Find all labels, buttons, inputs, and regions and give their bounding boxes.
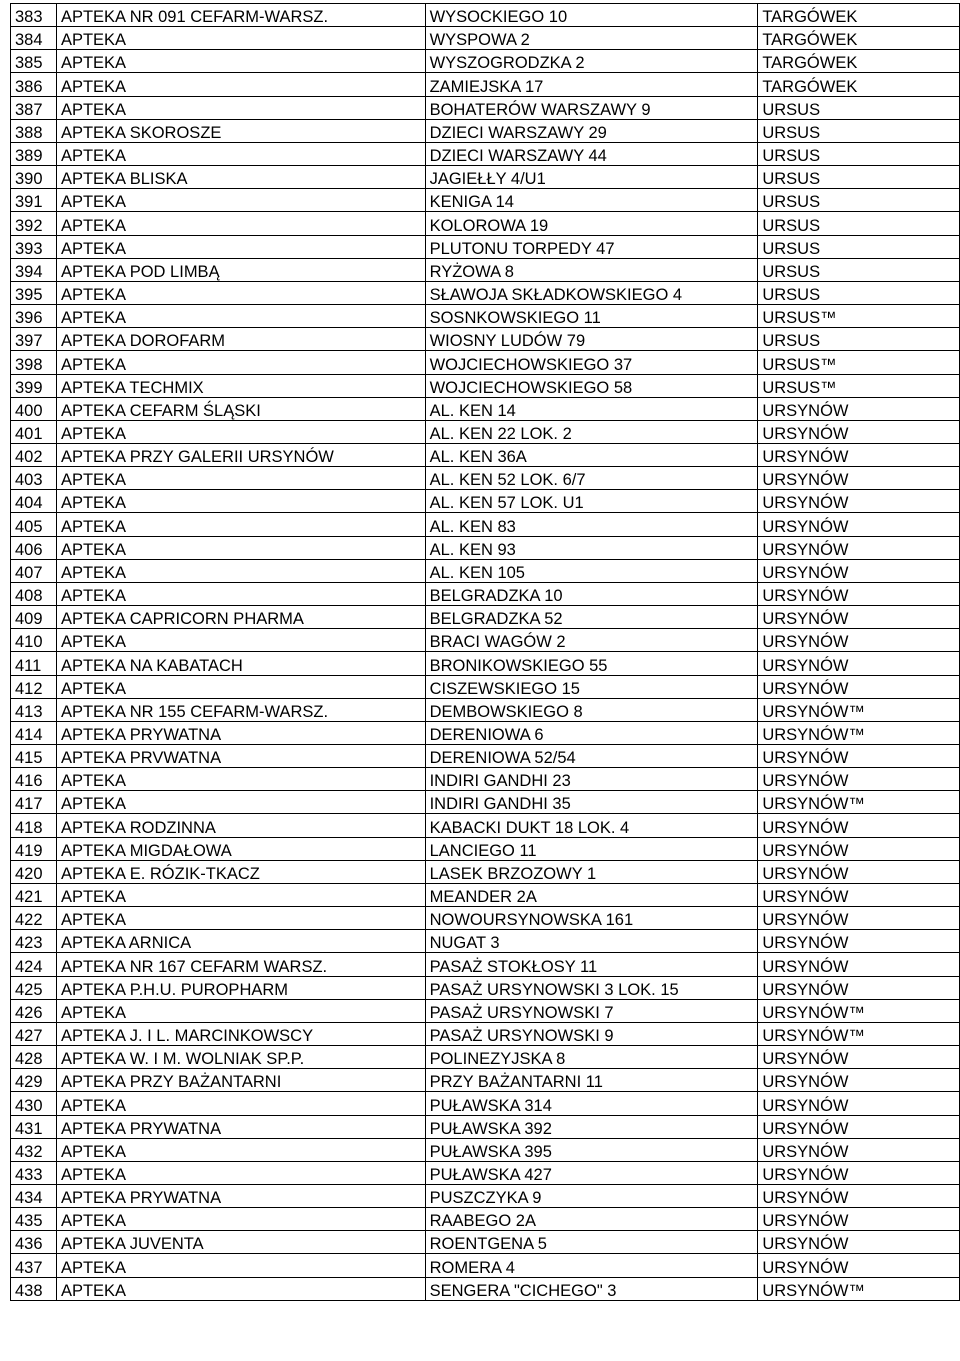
street-address-cell: WYSOCKIEGO 10 bbox=[425, 4, 758, 27]
row-number-cell: 400 bbox=[11, 397, 57, 420]
district-cell: URSYNÓW™ bbox=[758, 999, 960, 1022]
street-address-cell: PUŁAWSKA 392 bbox=[425, 1115, 758, 1138]
street-address-cell: WYSPOWA 2 bbox=[425, 27, 758, 50]
district-cell: URSYNÓW™ bbox=[758, 1022, 960, 1045]
street-address-cell: DEMBOWSKIEGO 8 bbox=[425, 698, 758, 721]
pharmacy-name-cell: APTEKA JUVENTA bbox=[56, 1231, 425, 1254]
row-number-cell: 407 bbox=[11, 559, 57, 582]
row-number-cell: 403 bbox=[11, 467, 57, 490]
pharmacy-name-cell: APTEKA bbox=[56, 513, 425, 536]
street-address-cell: SOSNKOWSKIEGO 11 bbox=[425, 305, 758, 328]
street-address-cell: AL. KEN 22 LOK. 2 bbox=[425, 420, 758, 443]
district-cell: URSYNÓW™ bbox=[758, 1277, 960, 1300]
table-row bbox=[11, 1161, 960, 1184]
district-cell: URSYNÓW bbox=[758, 1138, 960, 1161]
pharmacy-name-cell: APTEKA bbox=[56, 559, 425, 582]
row-number-cell: 394 bbox=[11, 258, 57, 281]
district-cell: URSYNÓW bbox=[758, 397, 960, 420]
table-row bbox=[11, 1277, 960, 1300]
street-address-cell: DZIECI WARSZAWY 29 bbox=[425, 119, 758, 142]
street-address-cell: DERENIOWA 6 bbox=[425, 721, 758, 744]
row-number-cell: 391 bbox=[11, 189, 57, 212]
row-number-cell: 404 bbox=[11, 490, 57, 513]
street-address-cell: AL. KEN 93 bbox=[425, 536, 758, 559]
pharmacy-name-cell: APTEKA PRZY BAŻANTARNI bbox=[56, 1069, 425, 1092]
street-address-cell: WYSZOGRODZKA 2 bbox=[425, 50, 758, 73]
street-address-cell: KOLOROWA 19 bbox=[425, 212, 758, 235]
district-cell: URSYNÓW bbox=[758, 1046, 960, 1069]
district-cell: URSYNÓW bbox=[758, 814, 960, 837]
row-number-cell: 398 bbox=[11, 351, 57, 374]
pharmacy-name-cell: APTEKA bbox=[56, 189, 425, 212]
pharmacy-name-cell: APTEKA bbox=[56, 1254, 425, 1277]
district-cell: URSUS bbox=[758, 212, 960, 235]
row-number-cell: 428 bbox=[11, 1046, 57, 1069]
row-number-cell: 433 bbox=[11, 1161, 57, 1184]
pharmacy-name-cell: APTEKA J. I L. MARCINKOWSCY bbox=[56, 1022, 425, 1045]
row-number-cell: 384 bbox=[11, 27, 57, 50]
district-cell: URSYNÓW™ bbox=[758, 791, 960, 814]
row-number-cell: 408 bbox=[11, 582, 57, 605]
pharmacy-name-cell: APTEKA TECHMIX bbox=[56, 374, 425, 397]
row-number-cell: 402 bbox=[11, 443, 57, 466]
street-address-cell: ROENTGENA 5 bbox=[425, 1231, 758, 1254]
pharmacy-name-cell: APTEKA bbox=[56, 467, 425, 490]
table-row bbox=[11, 166, 960, 189]
table-row bbox=[11, 721, 960, 744]
pharmacy-table-body bbox=[11, 4, 960, 1301]
table-row bbox=[11, 513, 960, 536]
row-number-cell: 413 bbox=[11, 698, 57, 721]
row-number-cell: 415 bbox=[11, 745, 57, 768]
table-row bbox=[11, 907, 960, 930]
district-cell: URSYNÓW bbox=[758, 1069, 960, 1092]
street-address-cell: BOHATERÓW WARSZAWY 9 bbox=[425, 96, 758, 119]
row-number-cell: 416 bbox=[11, 768, 57, 791]
street-address-cell: LANCIEGO 11 bbox=[425, 837, 758, 860]
district-cell: URSYNÓW bbox=[758, 1254, 960, 1277]
district-cell: URSYNÓW bbox=[758, 768, 960, 791]
district-cell: URSYNÓW bbox=[758, 1115, 960, 1138]
pharmacy-name-cell: APTEKA PRYWATNA bbox=[56, 721, 425, 744]
row-number-cell: 431 bbox=[11, 1115, 57, 1138]
pharmacy-name-cell: APTEKA BLISKA bbox=[56, 166, 425, 189]
table-row bbox=[11, 629, 960, 652]
table-row bbox=[11, 235, 960, 258]
row-number-cell: 406 bbox=[11, 536, 57, 559]
table-row bbox=[11, 443, 960, 466]
table-row bbox=[11, 698, 960, 721]
table-row bbox=[11, 27, 960, 50]
pharmacy-name-cell: APTEKA bbox=[56, 1138, 425, 1161]
pharmacy-name-cell: APTEKA PRYWATNA bbox=[56, 1115, 425, 1138]
district-cell: URSYNÓW bbox=[758, 1231, 960, 1254]
street-address-cell: AL. KEN 36A bbox=[425, 443, 758, 466]
street-address-cell: DERENIOWA 52/54 bbox=[425, 745, 758, 768]
district-cell: URSUS™ bbox=[758, 351, 960, 374]
street-address-cell: WOJCIECHOWSKIEGO 37 bbox=[425, 351, 758, 374]
street-address-cell: BELGRADZKA 10 bbox=[425, 582, 758, 605]
table-row bbox=[11, 1208, 960, 1231]
street-address-cell: KENIGA 14 bbox=[425, 189, 758, 212]
street-address-cell: NOWOURSYNOWSKA 161 bbox=[425, 907, 758, 930]
row-number-cell: 425 bbox=[11, 976, 57, 999]
row-number-cell: 418 bbox=[11, 814, 57, 837]
district-cell: URSYNÓW bbox=[758, 1184, 960, 1207]
row-number-cell: 420 bbox=[11, 860, 57, 883]
row-number-cell: 421 bbox=[11, 883, 57, 906]
row-number-cell: 436 bbox=[11, 1231, 57, 1254]
pharmacy-name-cell: APTEKA W. I M. WOLNIAK SP.P. bbox=[56, 1046, 425, 1069]
pharmacy-name-cell: APTEKA bbox=[56, 582, 425, 605]
district-cell: TARGÓWEK bbox=[758, 27, 960, 50]
district-cell: URSYNÓW bbox=[758, 559, 960, 582]
district-cell: URSYNÓW bbox=[758, 953, 960, 976]
row-number-cell: 429 bbox=[11, 1069, 57, 1092]
pharmacy-name-cell: APTEKA PRYWATNA bbox=[56, 1184, 425, 1207]
street-address-cell: BRACI WAGÓW 2 bbox=[425, 629, 758, 652]
street-address-cell: SENGERA "CICHEGO" 3 bbox=[425, 1277, 758, 1300]
street-address-cell: AL. KEN 105 bbox=[425, 559, 758, 582]
table-row bbox=[11, 652, 960, 675]
street-address-cell: BRONIKOWSKIEGO 55 bbox=[425, 652, 758, 675]
table-row bbox=[11, 1138, 960, 1161]
district-cell: URSYNÓW bbox=[758, 860, 960, 883]
table-row bbox=[11, 374, 960, 397]
pharmacy-name-cell: APTEKA bbox=[56, 96, 425, 119]
pharmacy-name-cell: APTEKA P.H.U. PUROPHARM bbox=[56, 976, 425, 999]
street-address-cell: POLINEZYJSKA 8 bbox=[425, 1046, 758, 1069]
street-address-cell: PRZY BAŻANTARNI 11 bbox=[425, 1069, 758, 1092]
row-number-cell: 411 bbox=[11, 652, 57, 675]
street-address-cell: PASAŻ STOKŁOSY 11 bbox=[425, 953, 758, 976]
pharmacy-name-cell: APTEKA bbox=[56, 907, 425, 930]
table-row bbox=[11, 1254, 960, 1277]
table-row bbox=[11, 536, 960, 559]
pharmacy-name-cell: APTEKA DOROFARM bbox=[56, 328, 425, 351]
row-number-cell: 385 bbox=[11, 50, 57, 73]
row-number-cell: 427 bbox=[11, 1022, 57, 1045]
table-row bbox=[11, 837, 960, 860]
district-cell: URSYNÓW bbox=[758, 907, 960, 930]
pharmacy-table bbox=[10, 3, 960, 1301]
table-row bbox=[11, 281, 960, 304]
pharmacy-name-cell: APTEKA bbox=[56, 883, 425, 906]
street-address-cell: PASAŻ URSYNOWSKI 3 LOK. 15 bbox=[425, 976, 758, 999]
district-cell: URSYNÓW bbox=[758, 745, 960, 768]
street-address-cell: RAABEGO 2A bbox=[425, 1208, 758, 1231]
street-address-cell: WIOSNY LUDÓW 79 bbox=[425, 328, 758, 351]
pharmacy-name-cell: APTEKA bbox=[56, 27, 425, 50]
pharmacy-name-cell: APTEKA bbox=[56, 142, 425, 165]
district-cell: URSYNÓW bbox=[758, 1161, 960, 1184]
district-cell: URSUS™ bbox=[758, 305, 960, 328]
table-row bbox=[11, 305, 960, 328]
row-number-cell: 383 bbox=[11, 4, 57, 27]
pharmacy-name-cell: APTEKA POD LIMBĄ bbox=[56, 258, 425, 281]
street-address-cell: PASAŻ URSYNOWSKI 7 bbox=[425, 999, 758, 1022]
pharmacy-name-cell: APTEKA PRZY GALERII URSYNÓW bbox=[56, 443, 425, 466]
table-row bbox=[11, 212, 960, 235]
pharmacy-name-cell: APTEKA MIGDAŁOWA bbox=[56, 837, 425, 860]
district-cell: URSYNÓW bbox=[758, 629, 960, 652]
row-number-cell: 423 bbox=[11, 930, 57, 953]
table-row bbox=[11, 606, 960, 629]
row-number-cell: 392 bbox=[11, 212, 57, 235]
table-row bbox=[11, 4, 960, 27]
street-address-cell: WOJCIECHOWSKIEGO 58 bbox=[425, 374, 758, 397]
pharmacy-name-cell: APTEKA bbox=[56, 50, 425, 73]
district-cell: URSUS bbox=[758, 166, 960, 189]
table-row bbox=[11, 582, 960, 605]
pharmacy-name-cell: APTEKA CAPRICORN PHARMA bbox=[56, 606, 425, 629]
district-cell: URSYNÓW bbox=[758, 420, 960, 443]
district-cell: URSYNÓW bbox=[758, 1208, 960, 1231]
pharmacy-name-cell: APTEKA bbox=[56, 791, 425, 814]
street-address-cell: PUSZCZYKA 9 bbox=[425, 1184, 758, 1207]
pharmacy-name-cell: APTEKA bbox=[56, 768, 425, 791]
district-cell: URSYNÓW bbox=[758, 513, 960, 536]
street-address-cell: PUŁAWSKA 314 bbox=[425, 1092, 758, 1115]
street-address-cell: PUŁAWSKA 395 bbox=[425, 1138, 758, 1161]
street-address-cell: AL. KEN 57 LOK. U1 bbox=[425, 490, 758, 513]
street-address-cell: DZIECI WARSZAWY 44 bbox=[425, 142, 758, 165]
pharmacy-name-cell: APTEKA bbox=[56, 629, 425, 652]
pharmacy-name-cell: APTEKA bbox=[56, 73, 425, 96]
district-cell: URSYNÓW bbox=[758, 652, 960, 675]
table-row bbox=[11, 50, 960, 73]
street-address-cell: INDIRI GANDHI 23 bbox=[425, 768, 758, 791]
street-address-cell: INDIRI GANDHI 35 bbox=[425, 791, 758, 814]
row-number-cell: 426 bbox=[11, 999, 57, 1022]
district-cell: TARGÓWEK bbox=[758, 4, 960, 27]
district-cell: URSUS bbox=[758, 258, 960, 281]
row-number-cell: 419 bbox=[11, 837, 57, 860]
row-number-cell: 410 bbox=[11, 629, 57, 652]
row-number-cell: 389 bbox=[11, 142, 57, 165]
table-row bbox=[11, 420, 960, 443]
table-row bbox=[11, 1231, 960, 1254]
pharmacy-name-cell: APTEKA bbox=[56, 490, 425, 513]
district-cell: URSUS bbox=[758, 328, 960, 351]
district-cell: URSYNÓW bbox=[758, 675, 960, 698]
row-number-cell: 434 bbox=[11, 1184, 57, 1207]
street-address-cell: NUGAT 3 bbox=[425, 930, 758, 953]
table-row bbox=[11, 1022, 960, 1045]
table-row bbox=[11, 73, 960, 96]
pharmacy-name-cell: APTEKA NR 155 CEFARM-WARSZ. bbox=[56, 698, 425, 721]
pharmacy-name-cell: APTEKA E. RÓZIK-TKACZ bbox=[56, 860, 425, 883]
pharmacy-name-cell: APTEKA bbox=[56, 235, 425, 258]
table-row bbox=[11, 397, 960, 420]
district-cell: URSYNÓW bbox=[758, 883, 960, 906]
row-number-cell: 387 bbox=[11, 96, 57, 119]
district-cell: URSYNÓW bbox=[758, 443, 960, 466]
pharmacy-name-cell: APTEKA bbox=[56, 281, 425, 304]
district-cell: URSUS™ bbox=[758, 374, 960, 397]
district-cell: URSUS bbox=[758, 142, 960, 165]
pharmacy-name-cell: APTEKA bbox=[56, 999, 425, 1022]
street-address-cell: ZAMIEJSKA 17 bbox=[425, 73, 758, 96]
row-number-cell: 401 bbox=[11, 420, 57, 443]
district-cell: URSYNÓW bbox=[758, 930, 960, 953]
row-number-cell: 422 bbox=[11, 907, 57, 930]
pharmacy-name-cell: APTEKA bbox=[56, 1092, 425, 1115]
pharmacy-name-cell: APTEKA RODZINNA bbox=[56, 814, 425, 837]
row-number-cell: 437 bbox=[11, 1254, 57, 1277]
district-cell: URSUS bbox=[758, 235, 960, 258]
street-address-cell: PLUTONU TORPEDY 47 bbox=[425, 235, 758, 258]
pharmacy-name-cell: APTEKA bbox=[56, 675, 425, 698]
table-row bbox=[11, 930, 960, 953]
table-row bbox=[11, 768, 960, 791]
street-address-cell: AL. KEN 52 LOK. 6/7 bbox=[425, 467, 758, 490]
table-row bbox=[11, 1184, 960, 1207]
district-cell: URSYNÓW bbox=[758, 490, 960, 513]
row-number-cell: 395 bbox=[11, 281, 57, 304]
table-row bbox=[11, 953, 960, 976]
district-cell: URSUS bbox=[758, 119, 960, 142]
row-number-cell: 424 bbox=[11, 953, 57, 976]
row-number-cell: 386 bbox=[11, 73, 57, 96]
street-address-cell: KABACKI DUKT 18 LOK. 4 bbox=[425, 814, 758, 837]
pharmacy-name-cell: APTEKA ARNICA bbox=[56, 930, 425, 953]
street-address-cell: MEANDER 2A bbox=[425, 883, 758, 906]
district-cell: URSUS bbox=[758, 96, 960, 119]
street-address-cell: AL. KEN 83 bbox=[425, 513, 758, 536]
table-row bbox=[11, 559, 960, 582]
table-row bbox=[11, 675, 960, 698]
pharmacy-name-cell: APTEKA bbox=[56, 212, 425, 235]
row-number-cell: 435 bbox=[11, 1208, 57, 1231]
district-cell: URSYNÓW bbox=[758, 1092, 960, 1115]
table-row bbox=[11, 328, 960, 351]
pharmacy-name-cell: APTEKA bbox=[56, 305, 425, 328]
row-number-cell: 430 bbox=[11, 1092, 57, 1115]
pharmacy-name-cell: APTEKA NR 091 CEFARM-WARSZ. bbox=[56, 4, 425, 27]
table-row bbox=[11, 1046, 960, 1069]
row-number-cell: 393 bbox=[11, 235, 57, 258]
table-row bbox=[11, 883, 960, 906]
row-number-cell: 409 bbox=[11, 606, 57, 629]
table-row bbox=[11, 1092, 960, 1115]
pharmacy-name-cell: APTEKA bbox=[56, 420, 425, 443]
row-number-cell: 397 bbox=[11, 328, 57, 351]
table-row bbox=[11, 1069, 960, 1092]
street-address-cell: PUŁAWSKA 427 bbox=[425, 1161, 758, 1184]
district-cell: URSYNÓW™ bbox=[758, 698, 960, 721]
pharmacy-name-cell: APTEKA bbox=[56, 1161, 425, 1184]
row-number-cell: 417 bbox=[11, 791, 57, 814]
row-number-cell: 388 bbox=[11, 119, 57, 142]
street-address-cell: RYŻOWA 8 bbox=[425, 258, 758, 281]
pharmacy-name-cell: APTEKA bbox=[56, 351, 425, 374]
district-cell: URSYNÓW bbox=[758, 606, 960, 629]
district-cell: TARGÓWEK bbox=[758, 50, 960, 73]
pharmacy-name-cell: APTEKA NA KABATACH bbox=[56, 652, 425, 675]
table-row bbox=[11, 351, 960, 374]
row-number-cell: 432 bbox=[11, 1138, 57, 1161]
street-address-cell: LASEK BRZOZOWY 1 bbox=[425, 860, 758, 883]
table-row bbox=[11, 976, 960, 999]
district-cell: URSYNÓW bbox=[758, 582, 960, 605]
table-row bbox=[11, 467, 960, 490]
row-number-cell: 405 bbox=[11, 513, 57, 536]
street-address-cell: JAGIEŁŁY 4/U1 bbox=[425, 166, 758, 189]
district-cell: URSYNÓW bbox=[758, 467, 960, 490]
table-row bbox=[11, 745, 960, 768]
row-number-cell: 399 bbox=[11, 374, 57, 397]
pharmacy-name-cell: APTEKA bbox=[56, 1208, 425, 1231]
table-row bbox=[11, 1115, 960, 1138]
pharmacy-name-cell: APTEKA SKOROSZE bbox=[56, 119, 425, 142]
table-row bbox=[11, 814, 960, 837]
table-row bbox=[11, 189, 960, 212]
pharmacy-name-cell: APTEKA CEFARM ŚLĄSKI bbox=[56, 397, 425, 420]
row-number-cell: 390 bbox=[11, 166, 57, 189]
row-number-cell: 412 bbox=[11, 675, 57, 698]
street-address-cell: SŁAWOJA SKŁADKOWSKIEGO 4 bbox=[425, 281, 758, 304]
street-address-cell: PASAŻ URSYNOWSKI 9 bbox=[425, 1022, 758, 1045]
table-row bbox=[11, 999, 960, 1022]
pharmacy-name-cell: APTEKA bbox=[56, 1277, 425, 1300]
district-cell: URSYNÓW™ bbox=[758, 721, 960, 744]
district-cell: URSUS bbox=[758, 281, 960, 304]
pharmacy-name-cell: APTEKA bbox=[56, 536, 425, 559]
pharmacy-name-cell: APTEKA PRVWATNA bbox=[56, 745, 425, 768]
street-address-cell: AL. KEN 14 bbox=[425, 397, 758, 420]
street-address-cell: ROMERA 4 bbox=[425, 1254, 758, 1277]
table-row bbox=[11, 142, 960, 165]
table-row bbox=[11, 791, 960, 814]
district-cell: URSYNÓW bbox=[758, 837, 960, 860]
table-row bbox=[11, 258, 960, 281]
district-cell: URSYNÓW bbox=[758, 536, 960, 559]
row-number-cell: 396 bbox=[11, 305, 57, 328]
district-cell: URSUS bbox=[758, 189, 960, 212]
table-row bbox=[11, 860, 960, 883]
district-cell: URSYNÓW bbox=[758, 976, 960, 999]
table-row bbox=[11, 119, 960, 142]
row-number-cell: 414 bbox=[11, 721, 57, 744]
table-row bbox=[11, 490, 960, 513]
table-row bbox=[11, 96, 960, 119]
district-cell: TARGÓWEK bbox=[758, 73, 960, 96]
street-address-cell: CISZEWSKIEGO 15 bbox=[425, 675, 758, 698]
row-number-cell: 438 bbox=[11, 1277, 57, 1300]
street-address-cell: BELGRADZKA 52 bbox=[425, 606, 758, 629]
pharmacy-name-cell: APTEKA NR 167 CEFARM WARSZ. bbox=[56, 953, 425, 976]
